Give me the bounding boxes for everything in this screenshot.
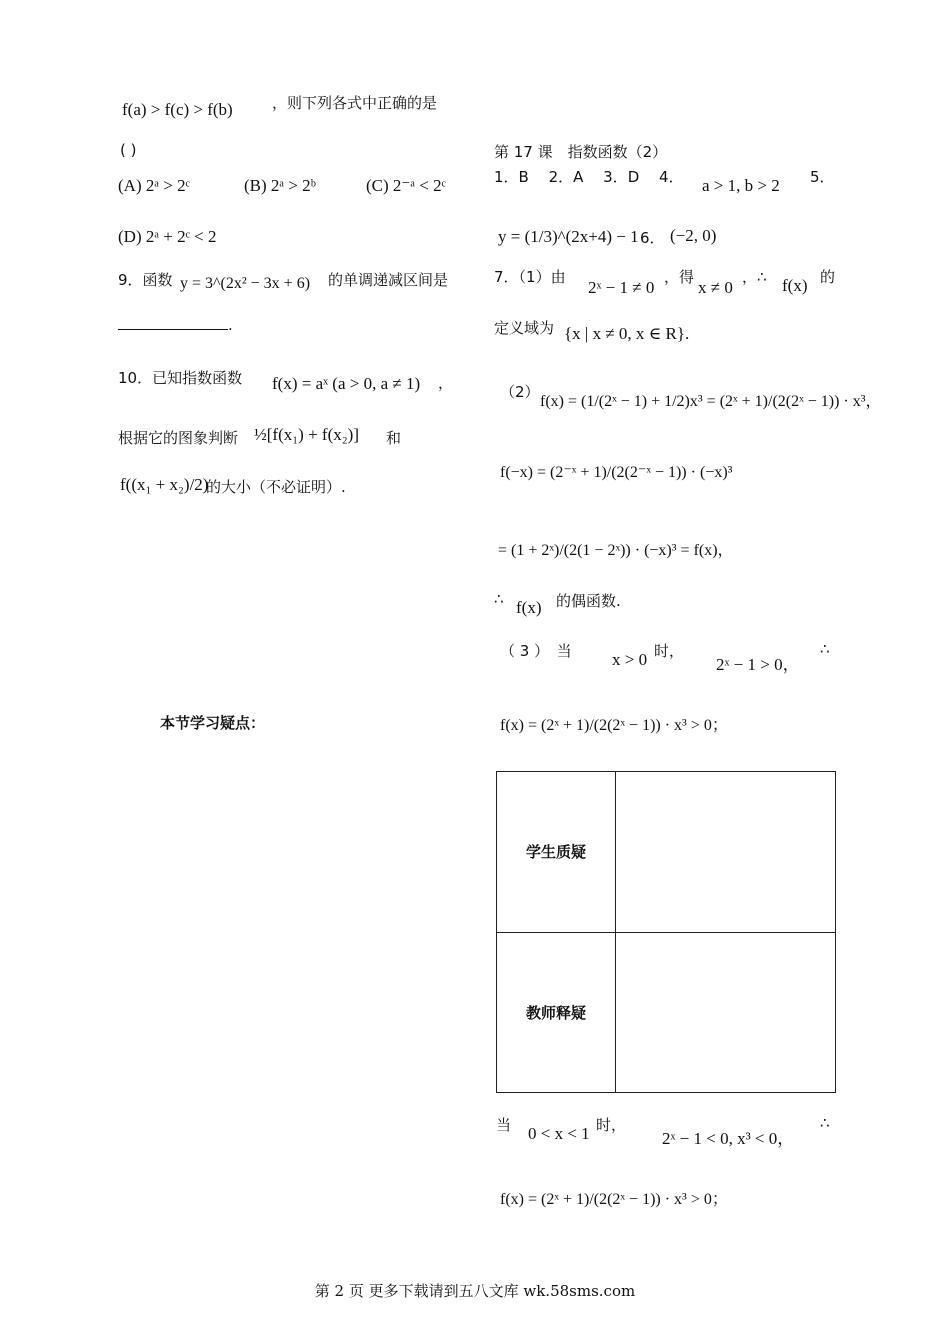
q7-1-domain: {x | x ≠ 0, x ∈ R}. — [564, 324, 690, 343]
q10-midpoint: f((x₁ + x₂)/2) — [120, 475, 209, 494]
answer-6-number: 6． — [640, 229, 665, 247]
table-row — [497, 772, 836, 933]
q8-inequality: f(a) > f(c) > f(b) — [122, 100, 233, 119]
q7-2-eq3: = (1 + 2ˣ)/(2(1 − 2ˣ)) · (−x)³ = f(x)， — [498, 542, 734, 559]
answer-4: a > 1, b > 2 — [702, 176, 780, 195]
student-questions-label: 学生质疑 — [497, 772, 616, 933]
q7-2-conclusion: 的偶函数. — [556, 592, 621, 610]
questions-table — [496, 771, 836, 1093]
q7-4-prefix: 当 — [496, 1116, 512, 1134]
q7-3-prefix: （ 3 ） 当 — [500, 642, 572, 660]
q7-3-inequality: 2ˣ − 1 > 0， — [716, 655, 800, 674]
page-footer: 第 2 页 更多下载请到五八文库 wk.58sms.com — [314, 1282, 636, 1300]
q7-2-therefore: ∴ — [494, 590, 504, 608]
answers-1-4: 1．B 2．A 3．D 4． — [494, 168, 684, 186]
q10-end: 的大小（不必证明）. — [206, 478, 346, 496]
option-c: (C) 2⁻ᵃ < 2ᶜ — [366, 176, 446, 195]
q9-function: y = 3^(2x² − 3x + 6) — [180, 275, 311, 292]
q7-4-eq: f(x) = (2ˣ + 1)/(2(2ˣ − 1)) · x³ > 0； — [500, 1191, 728, 1208]
q7-3-eq: f(x) = (2ˣ + 1)/(2(2ˣ − 1)) · x³ > 0； — [500, 717, 728, 734]
q9-blank — [118, 315, 233, 334]
option-a: (A) 2ᵃ > 2ᶜ — [118, 176, 190, 195]
q7-1-therefore: ，∴ — [742, 268, 767, 286]
q7-1-condition: 2ˣ − 1 ≠ 0 — [588, 278, 655, 297]
q7-1-domain-prefix: 定义域为 — [494, 319, 555, 337]
q10-line2: 根据它的图象判断 — [118, 429, 239, 447]
q7-1-f: f(x) — [782, 276, 808, 295]
q9-text: 的单调递减区间是 — [328, 271, 449, 289]
q7-1-result: x ≠ 0 — [698, 278, 733, 297]
q7-2-eq2: f(−x) = (2⁻ˣ + 1)/(2(2⁻ˣ − 1)) · (−x)³ — [500, 464, 733, 481]
answer-5: y = (1/3)^(2x+4) − 1 — [498, 227, 639, 246]
q7-2-f: f(x) — [516, 598, 542, 617]
q8-paren: ( ) — [120, 141, 137, 159]
q7-4-therefore: ∴ — [820, 1114, 830, 1132]
q7-2-eq: f(x) = (1/(2ˣ − 1) + 1/2)x³ = (2ˣ + 1)/(2(2ˣ − 1)) · x³， — [540, 393, 882, 410]
q7-4-inequality: 2ˣ − 1 < 0, x³ < 0， — [662, 1129, 795, 1148]
table-row — [497, 932, 836, 1093]
student-questions-cell — [616, 772, 836, 933]
q10-comma: ， — [438, 374, 454, 392]
q7-3-condition: x > 0 — [612, 650, 648, 669]
doubts-title: 本节学习疑点： — [160, 714, 266, 732]
option-b: (B) 2ᵃ > 2ᵇ — [244, 176, 316, 195]
q9-number: 9．函数 — [118, 271, 173, 289]
q10-number: 10．已知指数函数 — [118, 369, 243, 387]
q7-2-prefix: （2） — [500, 383, 540, 401]
q7-3-therefore: ∴ — [820, 640, 830, 658]
q7-4-shi: 时， — [596, 1116, 627, 1134]
q9-end: . — [228, 316, 233, 334]
answer-6: (−2, 0) — [670, 226, 717, 245]
q7-1-prefix: 7．（1）由 — [494, 268, 566, 286]
q10-function: f(x) = aˣ (a > 0, a ≠ 1) — [272, 374, 421, 393]
q8-text: ，则下列各式中正确的是 — [272, 94, 438, 112]
teacher-answers-cell — [616, 932, 836, 1093]
q7-4-condition: 0 < x < 1 — [528, 1124, 590, 1143]
q7-1-de: ，得 — [664, 268, 695, 286]
q10-he: 和 — [386, 429, 402, 447]
q7-1-de2: 的 — [820, 268, 836, 286]
teacher-answers-label: 教师释疑 — [497, 932, 616, 1093]
q7-3-shi: 时， — [654, 642, 685, 660]
option-d: (D) 2ᵃ + 2ᶜ < 2 — [118, 227, 217, 246]
q10-half-sum: ½[f(x₁) + f(x₂)] — [254, 425, 359, 444]
answer-5-number: 5． — [810, 168, 835, 186]
lesson-title: 第 17 课 指数函数（2） — [494, 143, 668, 161]
